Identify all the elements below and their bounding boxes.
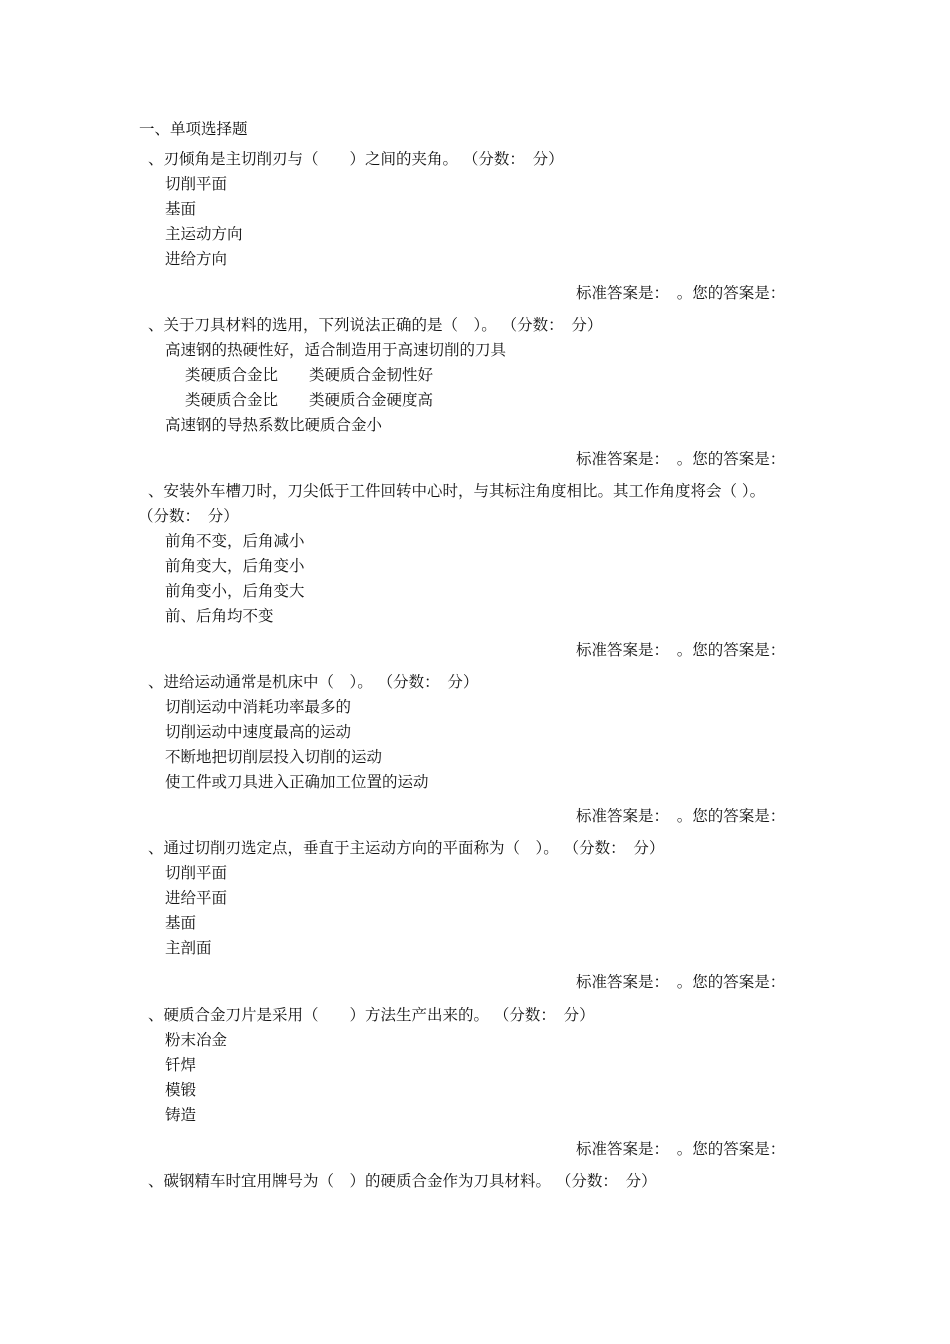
- question-stem: 、刃倾角是主切削刃与（ ）之间的夹角。 （分数： 分）: [148, 150, 564, 168]
- question-stem-continued: （分数： 分）: [138, 507, 239, 525]
- question-2: [148, 313, 838, 438]
- option: 前角不变，后角减小: [165, 532, 305, 550]
- option: 高速钢的导热系数比硬质合金小: [165, 416, 383, 434]
- answer-line: 标准答案是： 。您的答案是：: [576, 450, 786, 468]
- option: 高速钢的热硬性好，适合制造用于高速切削的刀具: [165, 341, 507, 359]
- option: 切削运动中速度最高的运动: [165, 723, 352, 741]
- option: 进给平面: [165, 889, 228, 907]
- question-stem: 、通过切削刃选定点，垂直于主运动方向的平面称为（ ）。 （分数： 分）: [148, 839, 665, 857]
- question-stem: 、碳钢精车时宜用牌号为（ ）的硬质合金作为刀具材料。 （分数： 分）: [148, 1172, 657, 1190]
- answer-line: 标准答案是： 。您的答案是：: [576, 807, 786, 825]
- option: 铸造: [165, 1106, 197, 1124]
- option: 前角变小，后角变大: [165, 582, 305, 600]
- option: 使工件或刀具进入正确加工位置的运动: [165, 773, 429, 791]
- option: 切削平面: [165, 175, 228, 193]
- option: 前、后角均不变: [165, 607, 274, 625]
- option: 切削平面: [165, 864, 228, 882]
- question-1: [148, 147, 838, 272]
- option: 切削运动中消耗功率最多的: [165, 698, 352, 716]
- section-title: 一、单项选择题: [139, 120, 248, 138]
- option: 进给方向: [165, 250, 228, 268]
- question-4: [148, 670, 838, 795]
- option: 前角变大，后角变小: [165, 557, 305, 575]
- option: 类硬质合金比 类硬质合金韧性好: [185, 366, 434, 384]
- option: 主剖面: [165, 939, 212, 957]
- question-stem: 、硬质合金刀片是采用（ ）方法生产出来的。 （分数： 分）: [148, 1006, 595, 1024]
- answer-line: 标准答案是： 。您的答案是：: [576, 973, 786, 991]
- option: 粉末冶金: [165, 1031, 228, 1049]
- option: 类硬质合金比 类硬质合金硬度高: [185, 391, 434, 409]
- question-6: [148, 1003, 838, 1128]
- option: 基面: [165, 200, 197, 218]
- question-7: [148, 1169, 838, 1194]
- answer-line: 标准答案是： 。您的答案是：: [576, 641, 786, 659]
- answer-line: 标准答案是： 。您的答案是：: [576, 1140, 786, 1158]
- option: 钎焊: [165, 1056, 197, 1074]
- option: 模锻: [165, 1081, 197, 1099]
- option: 不断地把切削层投入切削的运动: [165, 748, 383, 766]
- option: 主运动方向: [165, 225, 243, 243]
- question-stem: 、安装外车槽刀时，刀尖低于工件回转中心时，与其标注角度相比。其工作角度将会（ ）。: [148, 482, 766, 500]
- question-5: [148, 836, 838, 961]
- question-stem: 、进给运动通常是机床中（ ）。 （分数： 分）: [148, 673, 479, 691]
- question-3: [138, 479, 838, 629]
- answer-line: 标准答案是： 。您的答案是：: [576, 284, 786, 302]
- option: 基面: [165, 914, 197, 932]
- question-stem: 、关于刀具材料的选用，下列说法正确的是（ ）。 （分数： 分）: [148, 316, 603, 334]
